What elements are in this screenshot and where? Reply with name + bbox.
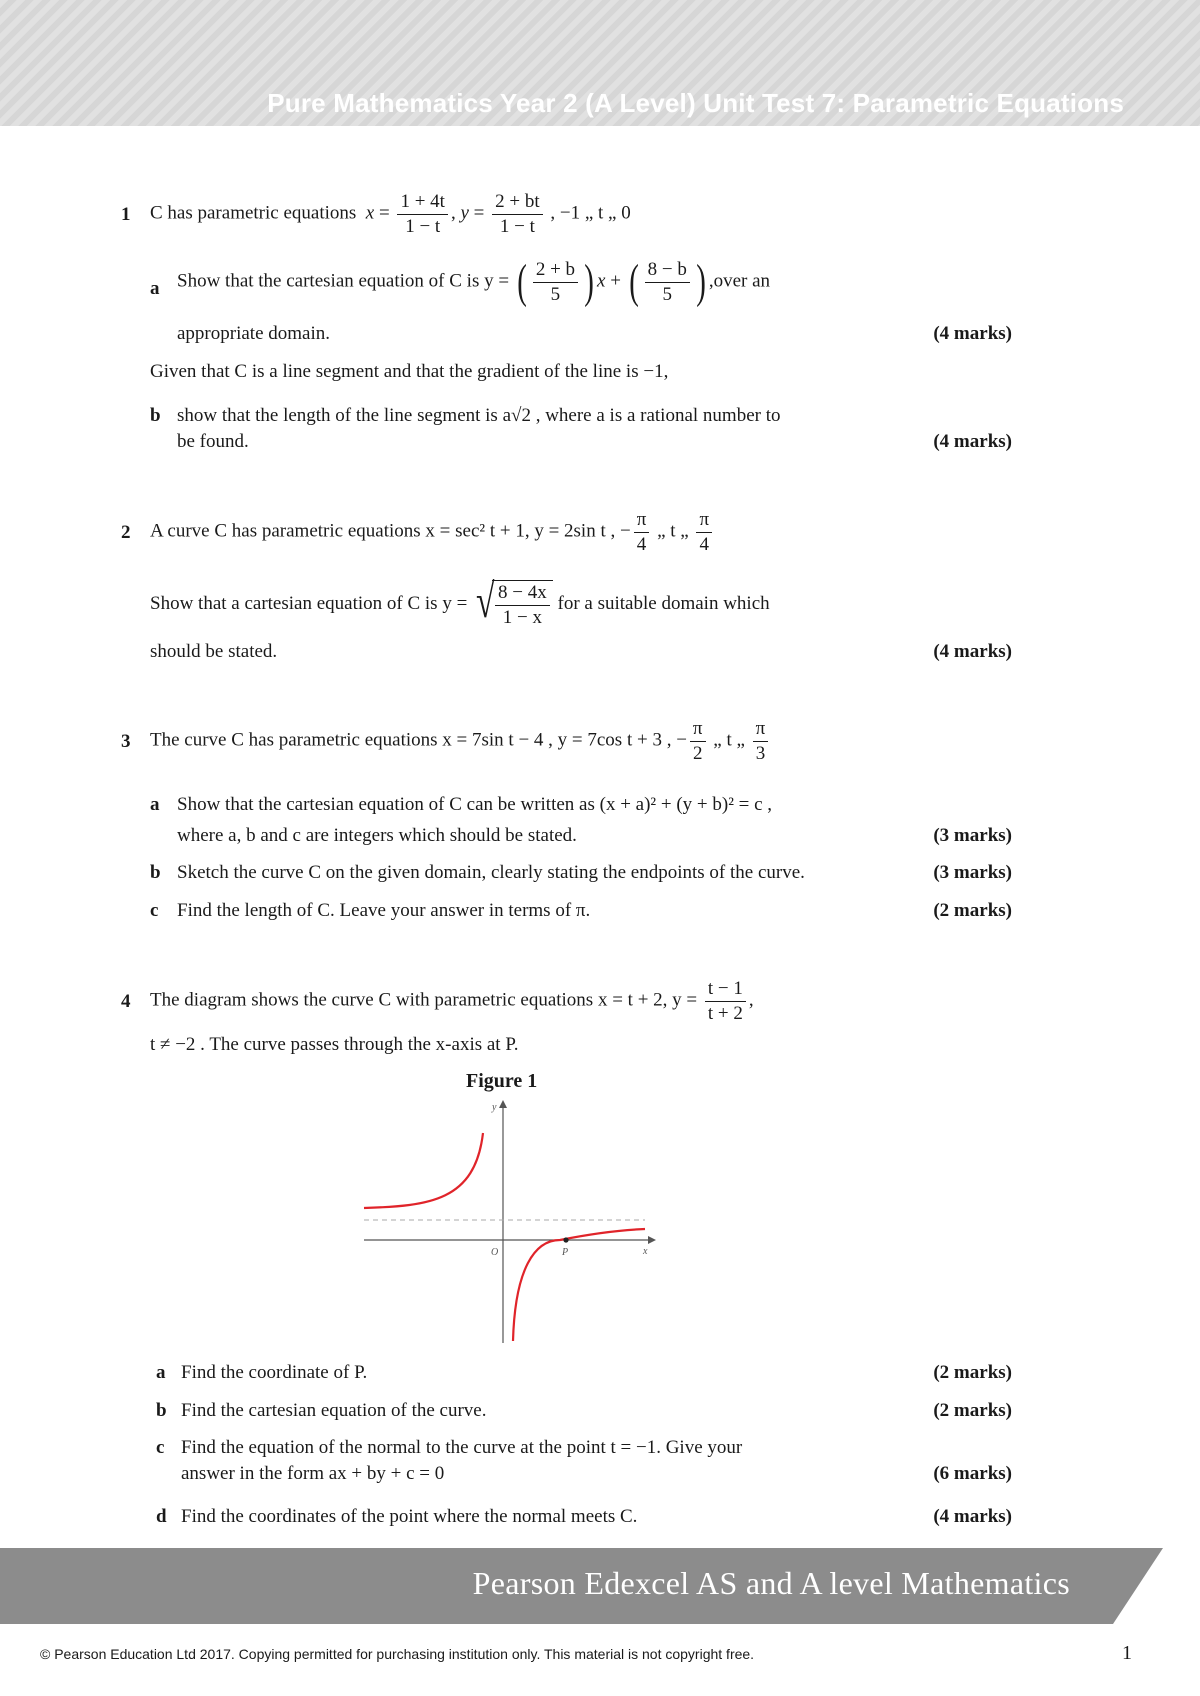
q4b-marks: (2 marks): [933, 1400, 1012, 1421]
q4a-text: Find the coordinate of P.: [181, 1362, 368, 1383]
fig-label-y: y: [492, 1102, 497, 1113]
question-1-stem: C has parametric equations x = $\frac{1 + 4t}{1 - t}$ , y = $\frac{2 + bt}{1 - t}$ , −1 „ t „ 0: [150, 191, 631, 237]
question-3-stem: The curve C has parametric equations x = 7sin t − 4 , y = 7cos t + 3 , − $\frac{\pi}{2}$ „ t „ $\frac{\pi}{3}$: [150, 717, 771, 766]
q3b-label: b: [150, 862, 161, 883]
q4d-text: Find the coordinates of the point where the normal meets C.: [181, 1506, 638, 1527]
q1-y-fraction: $\frac{2 + bt}{1 - t}$: [492, 190, 543, 239]
q4-intro-2: t ≠ −2 . The curve passes through the x-axis at P.: [150, 1034, 519, 1055]
q2-radical: √ $\frac{8 - 4x}{1 - x}$: [472, 580, 553, 630]
q2-show-start: Show that a cartesian equation of C is y =: [150, 593, 468, 615]
q3b-marks: (3 marks): [933, 862, 1012, 883]
question-4-number: 4: [121, 991, 131, 1012]
figure-title: Figure 1: [466, 1070, 538, 1092]
q2-intro: A curve C has parametric equations x = sec² t + 1, y = 2sin t , −: [150, 520, 631, 542]
q1-given: Given that C is a line segment and that the gradient of the line is −1,: [150, 361, 669, 382]
fig-label-p: P: [562, 1247, 569, 1258]
point-p-marker: [563, 1237, 568, 1242]
q1-intro: C has parametric equations: [150, 202, 357, 224]
q4-intro: The diagram shows the curve C with parametric equations x = t + 2, y =: [150, 989, 698, 1011]
q2-range: „ t „: [657, 520, 689, 542]
q1a-marks: (4 marks): [933, 323, 1012, 344]
y-axis-arrow: [499, 1100, 507, 1108]
question-1-number: 1: [121, 204, 131, 225]
curve-left-branch: [364, 1133, 483, 1208]
question-2-number: 2: [121, 522, 131, 543]
q1a-text-start: Show that the cartesian equation of C is y =: [177, 270, 510, 292]
q3-intro: The curve C has parametric equations x = 7sin t − 4 , y = 7cos t + 3 , −: [150, 729, 687, 751]
q4d-label: d: [156, 1506, 167, 1527]
q3-range: „ t „: [713, 729, 745, 751]
footer-brand: Pearson Edexcel AS and A level Mathematics: [472, 1565, 1070, 1601]
q2-marks: (4 marks): [933, 641, 1012, 662]
q2-show-tail: for a suitable domain which: [557, 593, 770, 615]
q1-x-fraction: $\frac{1 + 4t}{1 - t}$: [397, 190, 448, 239]
q1a-text: Show that the cartesian equation of C is y = ( $\frac{2 + b}{5}$ ) x + ( $\frac{8 - b}{5}$ ) ,over an: [177, 255, 771, 309]
q4a-label: a: [156, 1362, 166, 1383]
question-2-stem: A curve C has parametric equations x = sec² t + 1, y = 2sin t , − $\frac{\pi}{4}$ „ t „ $\frac{\pi}{4}$: [150, 508, 715, 557]
q3c-marks: (2 marks): [933, 900, 1012, 921]
q3c-text: Find the length of C. Leave your answer in terms of π.: [177, 900, 591, 921]
q3c-label: c: [150, 900, 159, 921]
fig-label-o: O: [491, 1247, 499, 1258]
q1b-text-2: be found.: [177, 431, 249, 452]
q4b-label: b: [156, 1400, 167, 1421]
q3a-marks: (3 marks): [933, 825, 1012, 846]
q4c-text: Find the equation of the normal to the curve at the point t = −1. Give your: [181, 1437, 743, 1458]
q3a-text-2: where a, b and c are integers which should be stated.: [177, 825, 577, 846]
q4c-marks: (6 marks): [933, 1463, 1012, 1484]
q3a-text: Show that the cartesian equation of C can be written as (x + a)² + (y + b)² = c ,: [177, 794, 773, 815]
q1-range: , −1 „ t „ 0: [550, 202, 631, 224]
question-4-stem: The diagram shows the curve C with parametric equations x = t + 2, y = $\frac{t - 1}{t + 2}$ ,: [150, 978, 754, 1024]
q1a-tail: ,over an: [708, 270, 771, 292]
x-axis-arrow: [648, 1236, 656, 1244]
copyright-notice: © Pearson Education Ltd 2017. Copying permitted for purchasing institution only. This material is not copyright free.: [40, 1646, 755, 1662]
q4d-marks: (4 marks): [933, 1506, 1012, 1527]
fig-label-x: x: [643, 1246, 648, 1257]
curve-right-branch: [513, 1229, 645, 1341]
figure-1-diagram: [360, 1098, 660, 1348]
q3a-label: a: [150, 794, 160, 815]
q2-show-2: should be stated.: [150, 641, 278, 662]
q2-show: [150, 575, 770, 630]
q3b-text: Sketch the curve C on the given domain, clearly stating the endpoints of the curve.: [177, 862, 805, 883]
page-number: 1: [1122, 1642, 1132, 1664]
q1b-text: show that the length of the line segment is a√2 , where a is a rational number to: [177, 405, 781, 426]
q4a-marks: (2 marks): [933, 1362, 1012, 1383]
q4c-text-2: answer in the form ax + by + c = 0: [181, 1463, 445, 1484]
q4c-label: c: [156, 1437, 165, 1458]
q1a-label: a: [150, 278, 160, 299]
header-band: [0, 0, 1200, 126]
question-3-number: 3: [121, 731, 131, 752]
q1b-label: b: [150, 405, 161, 426]
q1a-text-2: appropriate domain.: [177, 323, 331, 344]
q4b-text: Find the cartesian equation of the curve.: [181, 1400, 487, 1421]
page-title: Pure Mathematics Year 2 (A Level) Unit Test 7: Parametric Equations: [267, 88, 1124, 118]
q1b-marks: (4 marks): [933, 431, 1012, 452]
